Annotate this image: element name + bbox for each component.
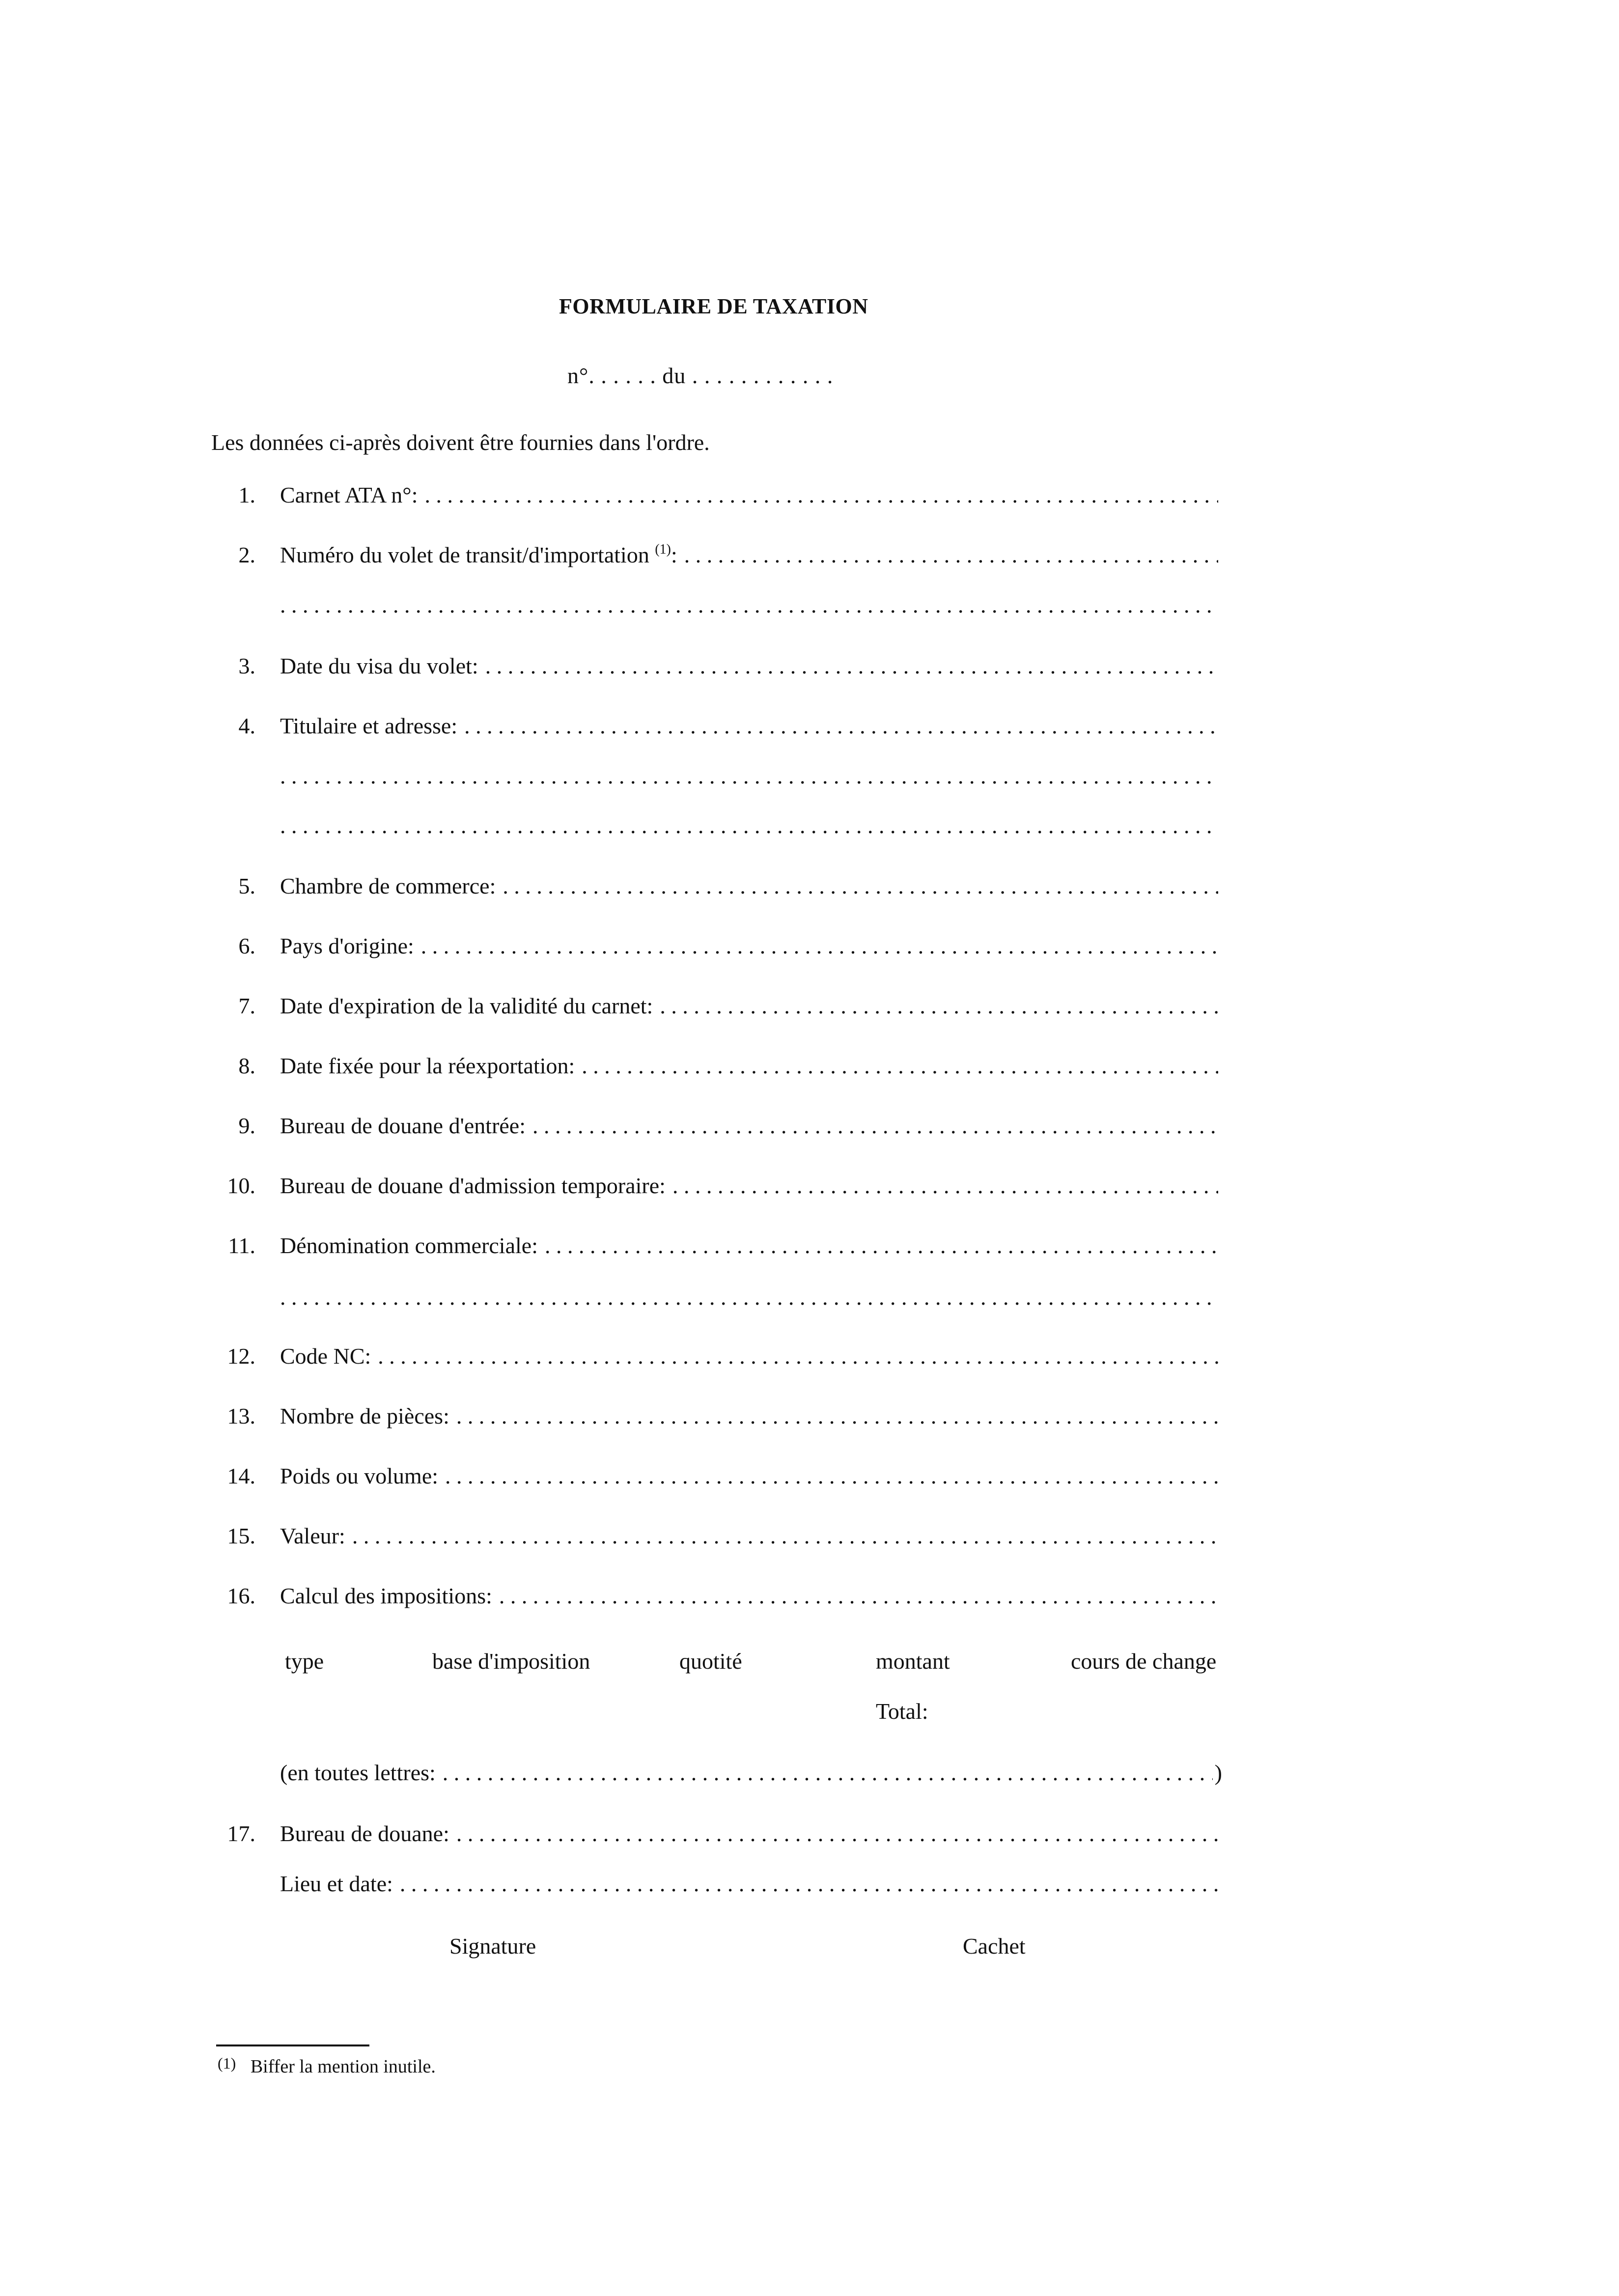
field-entry-office[interactable] bbox=[280, 1113, 1218, 1139]
field-number: 12. bbox=[227, 1344, 255, 1369]
dotted-line bbox=[672, 1173, 1218, 1199]
field-customs-office[interactable] bbox=[280, 1820, 1218, 1847]
field-amount-in-words[interactable] bbox=[280, 1760, 1222, 1786]
field-holder-address-line3[interactable] bbox=[280, 812, 1218, 839]
field-number: 2. bbox=[238, 542, 255, 567]
field-holder-address-line2[interactable] bbox=[280, 763, 1218, 789]
field-number: 7. bbox=[238, 993, 255, 1018]
dotted-line bbox=[456, 1403, 1218, 1429]
field-label: Date d'expiration de la validité du carnet: bbox=[280, 993, 653, 1018]
field-number: 17. bbox=[227, 1821, 255, 1846]
field-number: 11. bbox=[228, 1233, 255, 1258]
footnote-divider bbox=[216, 2044, 369, 2046]
dotted-line bbox=[280, 812, 1218, 839]
field-number: 16. bbox=[227, 1583, 255, 1608]
dotted-line bbox=[424, 482, 1218, 508]
field-temporary-admission-office[interactable] bbox=[280, 1173, 1218, 1199]
field-label: Bureau de douane d'entrée: bbox=[280, 1113, 526, 1138]
field-number: 5. bbox=[238, 873, 255, 898]
field-label: Valeur: bbox=[280, 1523, 345, 1548]
dotted-line bbox=[582, 1053, 1218, 1079]
field-reexport-date[interactable] bbox=[280, 1053, 1218, 1079]
stamp-label: Cachet bbox=[963, 1933, 1026, 1959]
footnote-ref: (1) bbox=[655, 542, 671, 557]
field-nc-code[interactable] bbox=[280, 1343, 1218, 1369]
field-label: Dénomination commerciale: bbox=[280, 1233, 538, 1258]
field-trade-name-continued[interactable] bbox=[280, 1284, 1218, 1310]
field-label: Calcul des impositions: bbox=[280, 1583, 492, 1608]
dotted-line bbox=[280, 763, 1218, 789]
field-number: 8. bbox=[238, 1053, 255, 1078]
footnote-text: Biffer la mention inutile. bbox=[250, 2056, 436, 2077]
field-label: Bureau de douane d'admission temporaire: bbox=[280, 1173, 666, 1198]
field-carnet-ata[interactable] bbox=[280, 482, 1218, 508]
dotted-line bbox=[378, 1343, 1218, 1369]
field-number: 3. bbox=[238, 653, 255, 678]
field-label: Date du visa du volet: bbox=[280, 653, 478, 678]
dotted-line bbox=[280, 592, 1218, 618]
field-trade-name[interactable] bbox=[280, 1232, 1218, 1259]
field-value[interactable] bbox=[280, 1523, 1218, 1549]
dotted-line bbox=[464, 713, 1218, 739]
tax-column-header: base d'imposition bbox=[432, 1649, 590, 1674]
field-number: 10. bbox=[227, 1173, 255, 1198]
field-chamber-of-commerce[interactable] bbox=[280, 873, 1218, 899]
field-number: 6. bbox=[238, 933, 255, 958]
field-number: 9. bbox=[238, 1113, 255, 1138]
dotted-line bbox=[352, 1523, 1218, 1549]
field-expiry-date[interactable] bbox=[280, 993, 1218, 1019]
field-label: Numéro du volet de transit/d'importation $^{(1)}$: bbox=[280, 542, 677, 567]
field-country-of-origin[interactable] bbox=[280, 933, 1218, 959]
field-label: Nombre de pièces: bbox=[280, 1403, 449, 1428]
dotted-line bbox=[485, 653, 1218, 679]
dotted-line bbox=[280, 1284, 1218, 1310]
form-number-date: n°. . . . . . du . . . . . . . . . . . . bbox=[567, 363, 834, 388]
dotted-line bbox=[684, 542, 1218, 568]
tax-column-header: montant bbox=[876, 1649, 950, 1674]
dotted-line bbox=[400, 1871, 1218, 1897]
intro-text: Les données ci-après doivent être fournies dans l'ordre. bbox=[211, 430, 710, 455]
form-title: FORMULAIRE DE TAXATION bbox=[559, 294, 868, 318]
field-label: Titulaire et adresse: bbox=[280, 713, 458, 738]
dotted-line bbox=[545, 1232, 1218, 1259]
field-number: 15. bbox=[227, 1523, 255, 1548]
field-voucher-number[interactable] bbox=[280, 542, 1218, 568]
field-label: Carnet ATA n°: bbox=[280, 482, 418, 507]
field-tax-calculation[interactable] bbox=[280, 1583, 1218, 1609]
tax-column-header: quotité bbox=[679, 1649, 742, 1674]
field-voucher-number-continued[interactable] bbox=[280, 592, 1218, 618]
footnote-marker: (1) bbox=[218, 2054, 236, 2072]
dotted-line bbox=[502, 873, 1218, 899]
dotted-line bbox=[421, 933, 1218, 959]
field-number: 4. bbox=[238, 713, 255, 738]
field-number: 1. bbox=[238, 482, 255, 507]
field-label: Poids ou volume: bbox=[280, 1463, 439, 1488]
field-number-of-pieces[interactable] bbox=[280, 1403, 1218, 1429]
dotted-line bbox=[532, 1113, 1218, 1139]
field-label: Lieu et date: bbox=[280, 1871, 393, 1896]
field-place-and-date[interactable] bbox=[280, 1871, 1218, 1897]
footnote bbox=[218, 2054, 436, 2077]
field-label: Pays d'origine: bbox=[280, 933, 414, 958]
tax-column-header: type bbox=[285, 1649, 324, 1674]
field-label: Chambre de commerce: bbox=[280, 873, 496, 898]
field-holder-address[interactable] bbox=[280, 713, 1218, 739]
field-label: Date fixée pour la réexportation: bbox=[280, 1053, 575, 1078]
field-label: Bureau de douane: bbox=[280, 1821, 449, 1846]
total-label: Total: bbox=[876, 1699, 928, 1724]
field-number: 14. bbox=[227, 1463, 255, 1488]
field-label: (en toutes lettres: bbox=[280, 1760, 436, 1785]
field-number: 13. bbox=[227, 1403, 255, 1428]
dotted-line bbox=[445, 1463, 1218, 1489]
dotted-line bbox=[499, 1583, 1218, 1609]
field-weight-volume[interactable] bbox=[280, 1463, 1218, 1489]
signature-label: Signature bbox=[449, 1933, 536, 1959]
field-label: Code NC: bbox=[280, 1344, 371, 1369]
dotted-line bbox=[456, 1820, 1218, 1847]
tax-column-header: cours de change bbox=[1071, 1649, 1217, 1674]
dotted-line bbox=[443, 1760, 1213, 1786]
dotted-line bbox=[660, 993, 1218, 1019]
field-visa-date[interactable] bbox=[280, 653, 1218, 679]
closing-parenthesis: ) bbox=[1214, 1760, 1222, 1785]
